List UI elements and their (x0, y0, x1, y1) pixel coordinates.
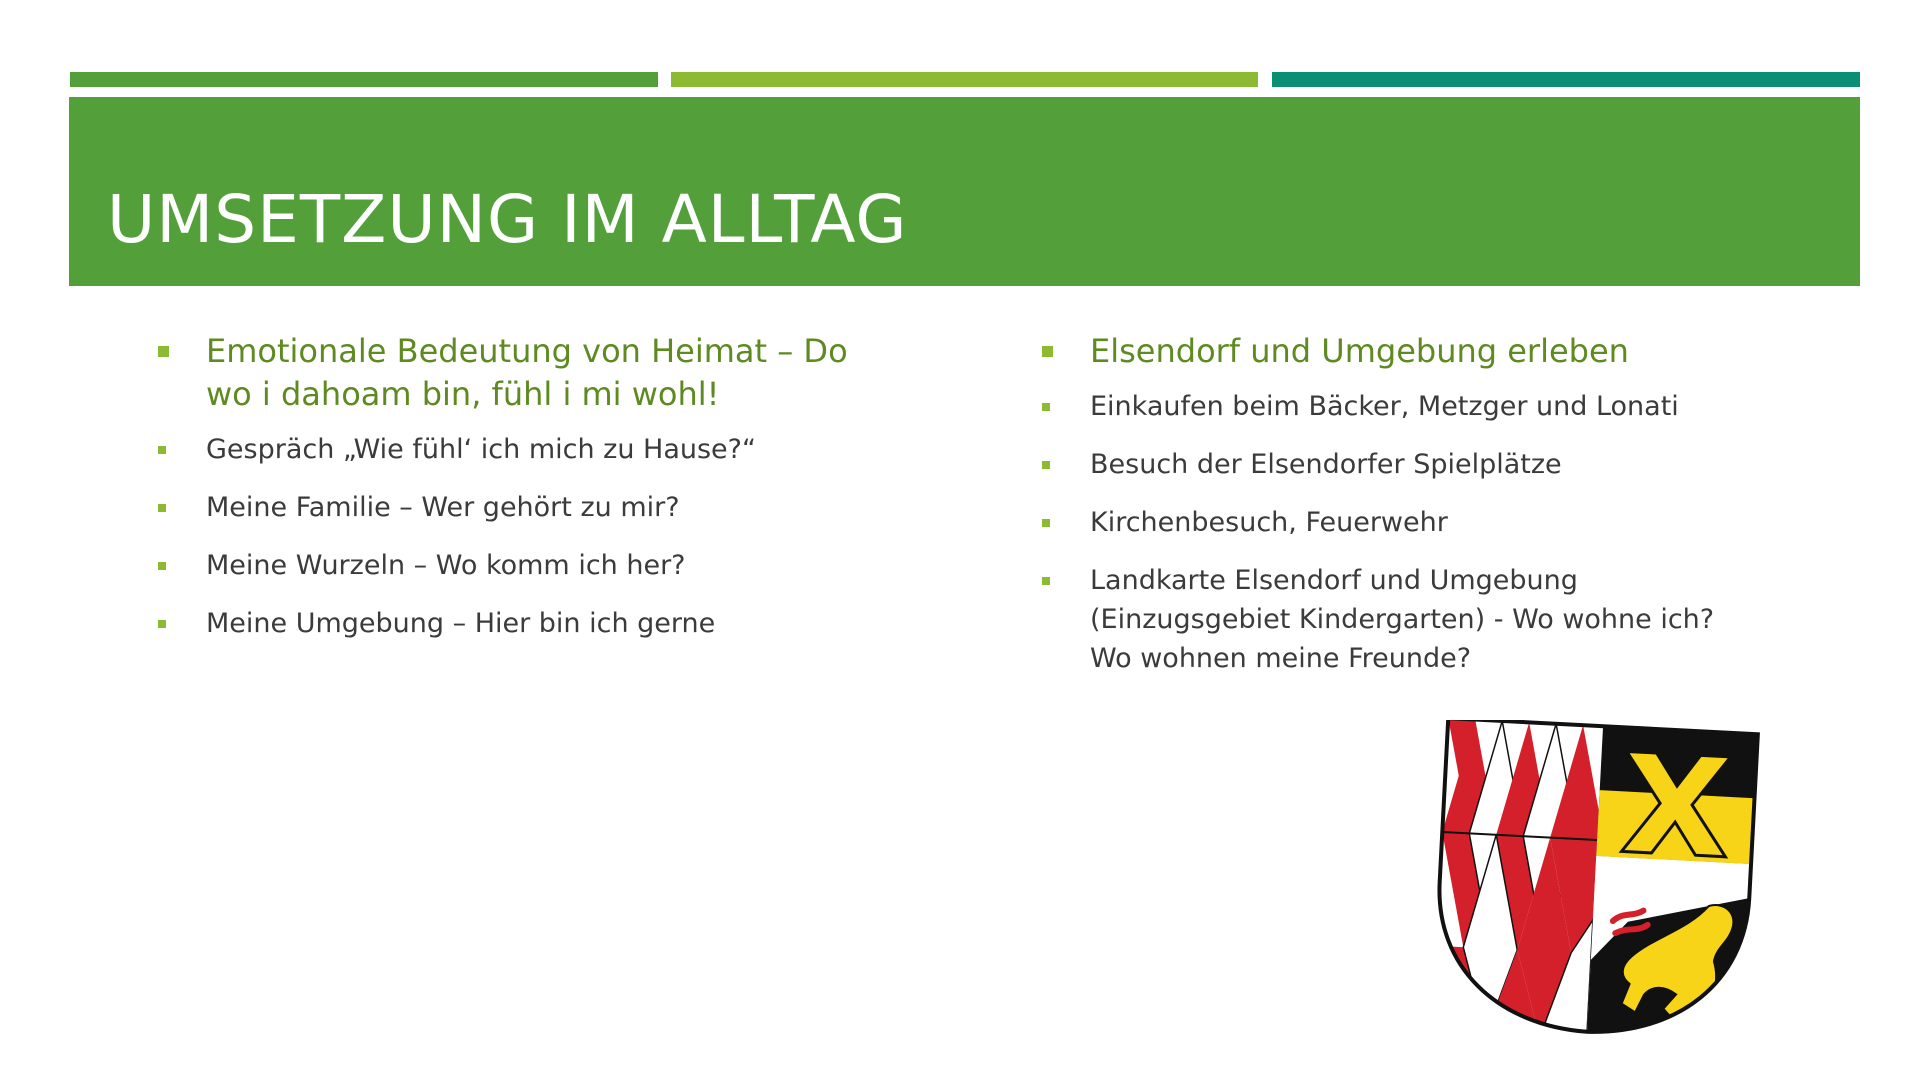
list-item (1042, 387, 1762, 426)
list-item-text: Meine Familie – Wer gehört zu mir? (206, 492, 680, 523)
left-heading-text: Emotionale Bedeutung von Heimat – Do wo i dahoam bin, fühl i mi wohl! (206, 332, 848, 413)
list-item (158, 488, 878, 527)
coat-of-arms-icon (1420, 720, 1770, 1040)
list-item-text: Meine Umgebung – Hier bin ich gerne (206, 608, 716, 639)
left-bullet-list (158, 330, 878, 643)
square-bullet-icon (158, 504, 166, 512)
list-item (158, 546, 878, 585)
right-heading-item (1042, 330, 1762, 373)
square-bullet-icon (1042, 461, 1050, 469)
title-bar (69, 97, 1860, 286)
list-item-text: Kirchenbesuch, Feuerwehr (1090, 507, 1448, 538)
left-column (158, 330, 878, 662)
square-bullet-icon (1042, 346, 1053, 357)
square-bullet-icon (1042, 519, 1050, 527)
square-bullet-icon (158, 562, 166, 570)
square-bullet-icon (1042, 403, 1050, 411)
list-item-text: Besuch der Elsendorfer Spielplätze (1090, 449, 1562, 480)
right-column (1042, 330, 1762, 697)
list-item (1042, 561, 1762, 678)
list-item-text: Einkaufen beim Bäcker, Metzger und Lonati (1090, 391, 1679, 422)
accent-stripe-lime (671, 72, 1258, 87)
square-bullet-icon (1042, 577, 1050, 585)
list-item (1042, 503, 1762, 542)
square-bullet-icon (158, 446, 166, 454)
square-bullet-icon (158, 620, 166, 628)
slide-title: UMSETZUNG IM ALLTAG (107, 181, 908, 258)
accent-stripe-teal (1272, 72, 1860, 87)
list-item-text: Gespräch „Wie fühl‘ ich mich zu Hause?“ (206, 434, 756, 465)
list-item-text: Landkarte Elsendorf und Umgebung (Einzugsgebiet Kindergarten) - Wo wohne ich? Wo wohnen meine Freunde? (1090, 565, 1715, 674)
right-bullet-list (1042, 330, 1762, 678)
list-item (158, 604, 878, 643)
left-heading-item (158, 330, 878, 416)
list-item (158, 430, 878, 469)
accent-stripe-green (70, 72, 658, 87)
square-bullet-icon (158, 346, 169, 357)
right-heading-text: Elsendorf und Umgebung erleben (1090, 332, 1629, 370)
list-item-text: Meine Wurzeln – Wo komm ich her? (206, 550, 686, 581)
list-item (1042, 445, 1762, 484)
